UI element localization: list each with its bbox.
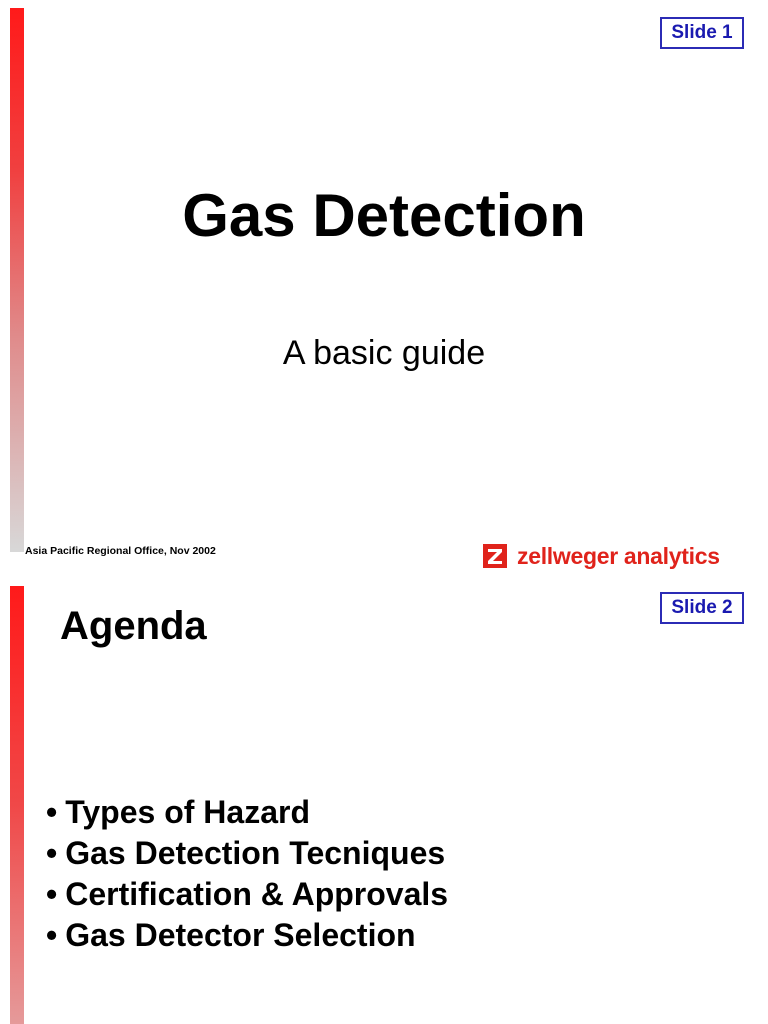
- agenda-list: [46, 792, 448, 956]
- list-item: [46, 833, 448, 874]
- list-item-label: Types of Hazard: [65, 794, 310, 830]
- bullet: •: [46, 917, 58, 953]
- slide-title: Agenda: [60, 604, 207, 648]
- slide-number-badge: Slide 2: [660, 592, 744, 624]
- brand-logo: [483, 542, 720, 570]
- brand-name: zellweger analytics: [517, 542, 720, 569]
- list-item-label: Certification & Approvals: [65, 876, 449, 912]
- slide-title: Gas Detection: [182, 182, 586, 249]
- list-item: [46, 792, 448, 833]
- accent-bar: [10, 586, 24, 1024]
- accent-bar: [10, 8, 24, 552]
- bullet: •: [46, 794, 58, 830]
- list-item: [46, 915, 448, 956]
- list-item: [46, 874, 448, 915]
- footer-note: Asia Pacific Regional Office, Nov 2002: [25, 545, 216, 557]
- slide-2: [0, 576, 768, 1024]
- slide-subtitle: A basic guide: [282, 334, 486, 372]
- slide-number-badge: Slide 1: [660, 17, 744, 49]
- bullet: •: [46, 876, 58, 912]
- list-item-label: Gas Detector Selection: [65, 917, 416, 953]
- zellweger-logo-icon: [483, 544, 507, 568]
- list-item-label: Gas Detection Tecniques: [65, 835, 446, 871]
- bullet: •: [46, 835, 58, 871]
